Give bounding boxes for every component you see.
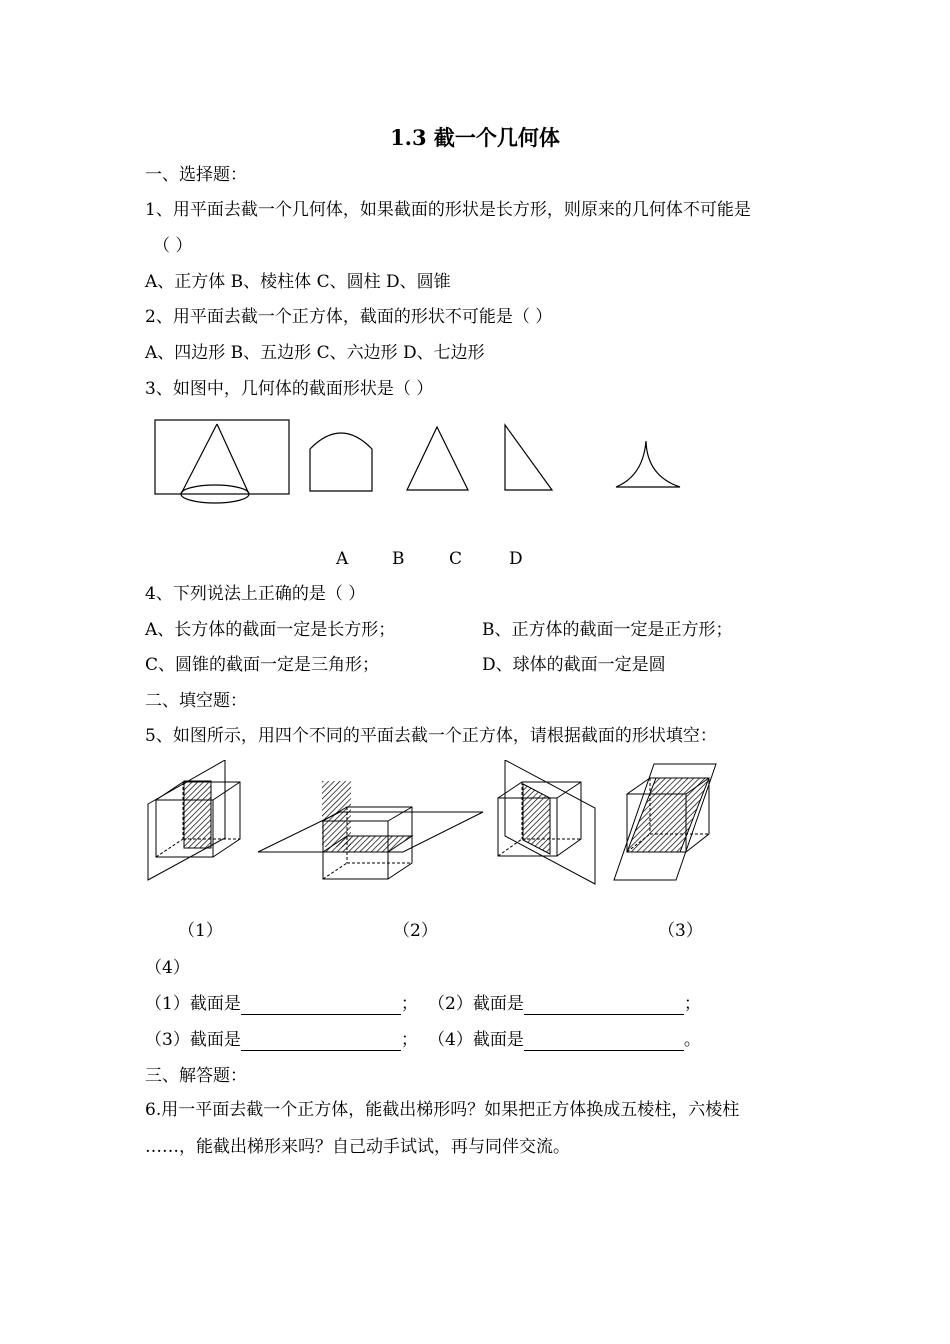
option-label-b: B <box>392 549 405 569</box>
cone-in-box-diagram <box>155 420 289 503</box>
question-6-line-1: 6.用一平面去截一个正方体，能截出梯形吗？如果把正方体换成五棱柱，六棱柱 <box>145 1100 740 1120</box>
question-1-options: A、正方体 B、棱柱体 C、圆柱 D、圆锥 <box>145 272 451 292</box>
answer-3-label: （3）截面是 <box>145 1030 241 1050</box>
question-4-option-a: A、长方体的截面一定是长方形； <box>145 620 396 640</box>
section-solve-heading: 三、解答题： <box>145 1066 247 1086</box>
question-4-option-d: D、球体的截面一定是圆 <box>482 655 666 675</box>
option-d-shape <box>616 441 680 487</box>
question-4-text: 4、下列说法上正确的是（ ） <box>145 584 366 604</box>
question-2-options: A、四边形 B、五边形 C、六边形 D、七边形 <box>145 343 485 363</box>
answer-line-1 <box>145 993 418 1015</box>
answer-3-sep: ； <box>400 1030 418 1050</box>
option-label-a: A <box>336 549 349 569</box>
answer-3-blank[interactable] <box>241 1032 401 1051</box>
cube-figure-1 <box>148 760 351 880</box>
answer-1-sep: ； <box>400 994 418 1014</box>
answer-2-label: （2）截面是 <box>428 994 524 1014</box>
option-label-d: D <box>509 549 523 569</box>
question-1-answer-paren: （ ） <box>153 236 193 256</box>
answer-4-blank[interactable] <box>524 1032 684 1051</box>
answer-2-sep: ； <box>683 994 701 1014</box>
option-b-shape <box>407 427 468 490</box>
question-6-line-2: ……，能截出梯形来吗？自己动手试试，再与同伴交流。 <box>145 1137 570 1157</box>
figure-label-3: （3） <box>658 921 703 941</box>
section-fill-heading: 二、填空题： <box>145 691 247 711</box>
cube-figure-2 <box>258 807 483 879</box>
answer-1-blank[interactable] <box>241 996 401 1015</box>
answer-4-sep: 。 <box>683 1030 701 1050</box>
answer-line-3 <box>145 1029 418 1051</box>
option-a-shape <box>310 433 372 491</box>
answer-line-2 <box>428 993 701 1015</box>
question-3-figure <box>150 415 690 515</box>
question-4-option-c: C、圆锥的截面一定是三角形； <box>145 655 380 675</box>
question-2-text: 2、用平面去截一个正方体，截面的形状不可能是（ ） <box>145 307 553 327</box>
answer-line-4 <box>428 1029 701 1051</box>
answer-4-label: （4）截面是 <box>428 1030 524 1050</box>
question-5-figure <box>140 760 740 890</box>
figure-label-2: （2） <box>393 921 438 941</box>
question-5-text: 5、如图所示，用四个不同的平面去截一个正方体，请根据截面的形状填空： <box>145 726 717 746</box>
cube-figure-3 <box>498 760 595 884</box>
section-choice-heading: 一、选择题： <box>145 165 247 185</box>
figure-label-1: （1） <box>178 921 223 941</box>
figure-label-4: （4） <box>145 958 190 978</box>
answer-2-blank[interactable] <box>524 996 684 1015</box>
question-4-option-b: B、正方体的截面一定是正方形； <box>482 620 733 640</box>
page-title: 1.3 截一个几何体 <box>390 125 560 150</box>
question-3-text: 3、如图中，几何体的截面形状是（ ） <box>145 379 434 399</box>
answer-1-label: （1）截面是 <box>145 994 241 1014</box>
cube-figure-4 <box>614 764 716 880</box>
question-1-text: 1、用平面去截一个几何体，如果截面的形状是长方形，则原来的几何体不可能是 <box>145 200 751 220</box>
option-c-shape <box>505 425 552 490</box>
option-label-c: C <box>449 549 463 569</box>
